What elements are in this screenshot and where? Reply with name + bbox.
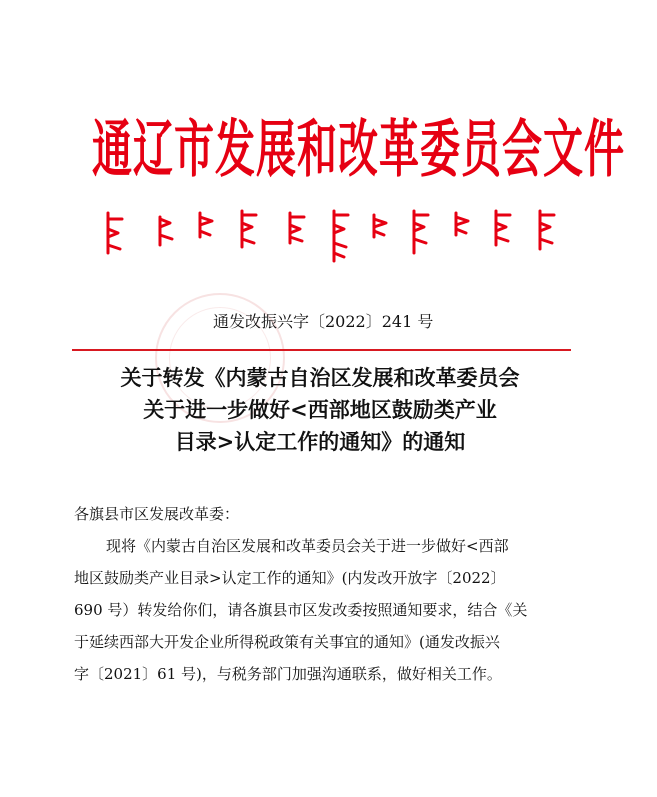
title-line-2: 关于进一步做好<西部地区鼓励类产业 [143,397,497,422]
body-line-5: 字〔2021〕61 号)，与税务部门加强沟通联系，做好相关工作。 [74,665,502,683]
mongol-word-9 [456,213,468,235]
salutation: 各旗县市区发展改革委： [74,505,240,523]
notice-body [74,498,574,690]
body-line-3: 690 号）转发给你们，请各旗县市区发改委按照通知要求，结合《关 [74,601,528,619]
mongol-word-4 [242,211,256,247]
mongol-word-1 [108,213,122,253]
title-line-1: 关于转发《内蒙古自治区发展和改革委员会 [120,365,520,390]
body-line-1: 现将《内蒙古自治区发展和改革委员会关于进一步做好<西部 [106,537,509,555]
mongol-word-11 [540,211,554,249]
mongol-word-5 [290,213,304,243]
body-line-4: 于延续西部大开发企业所得税政策有关事宜的通知》(通发改振兴 [74,633,500,651]
mongol-word-10 [496,211,510,245]
notice-title [60,362,580,458]
mongol-word-3 [200,213,212,237]
mongolian-script-line [100,205,560,265]
mongol-word-6 [334,211,348,261]
letterhead-title: 通辽市发展和改革委员会文件 [92,114,625,186]
red-divider-line [72,349,571,351]
mongol-word-2 [160,217,172,245]
mongol-word-8 [414,211,428,253]
body-line-2: 地区鼓励类产业目录>认定工作的通知》(内发改开放字〔2022〕 [74,569,506,587]
document-number: 通发改振兴字〔2022〕241 号 [213,312,434,331]
title-line-3: 目录>认定工作的通知》的通知 [174,429,466,454]
mongol-word-7 [374,215,386,237]
